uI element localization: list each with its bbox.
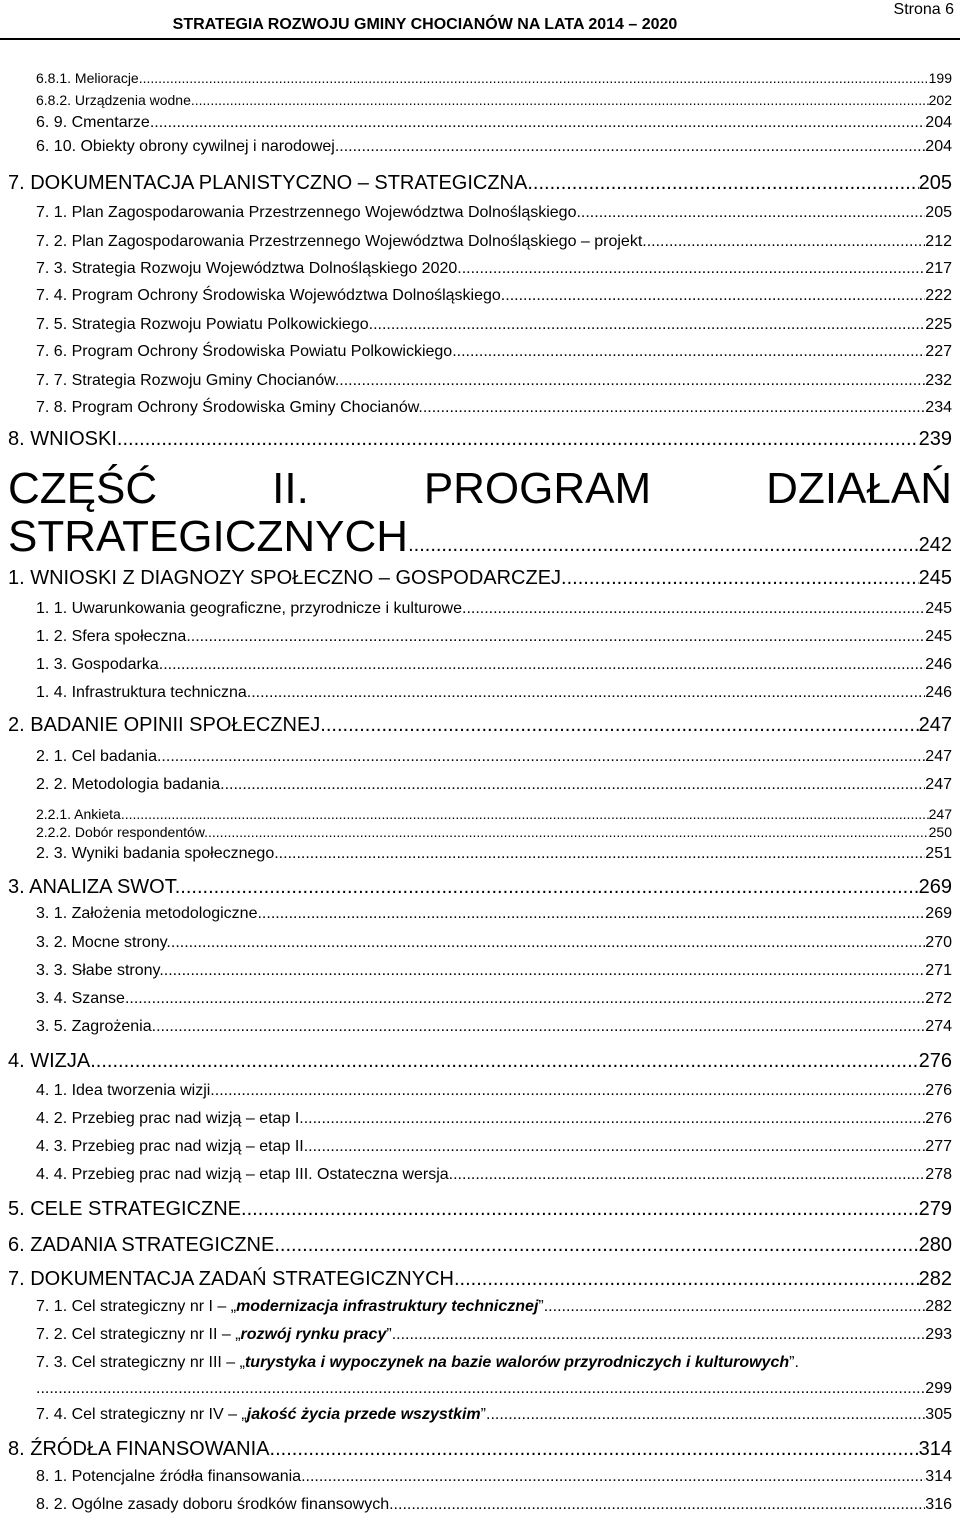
toc-dot-leader [225,776,926,794]
toc-entry[interactable] [8,512,952,562]
toc-entry[interactable] [36,1110,952,1128]
toc-entry[interactable] [36,1326,952,1344]
toc-entry[interactable] [36,1082,952,1100]
toc-entry[interactable] [36,824,952,840]
toc-page-number: 245 [925,600,952,617]
toc-dot-leader [171,934,925,952]
toc-entry-label [36,70,143,86]
toc-page-number: 232 [925,372,952,389]
part-heading-text: STRATEGICZNYCH [8,512,409,561]
toc-entry[interactable] [36,70,952,86]
toc-page-number: 225 [925,316,952,333]
part-heading-word: DZIAŁAŃ [766,464,952,513]
toc-entry-text: 1. 3. Gospodarka. [36,656,164,673]
toc-entry-label [36,1468,306,1486]
toc-entry-label [36,1496,394,1514]
toc-entry[interactable] [8,1234,952,1257]
toc-entry[interactable] [36,343,952,361]
toc-entry-text: 1. 1. Uwarunkowania geograficzne, przyrodnicze i kulturowe. [36,600,467,617]
toc-entry-label [8,1234,280,1257]
toc-entry-label [8,428,122,451]
toc-dot-leader [567,567,919,590]
toc-dot-leader [308,1138,925,1156]
toc-entry-text: 8. WNIOSKI. [8,428,123,450]
toc-entry[interactable] [8,428,952,451]
toc-dot-leader [122,428,918,451]
toc-entry-label [36,1354,799,1372]
toc-page-number: 212 [925,233,952,250]
toc-entry[interactable] [36,1354,952,1372]
toc-entry-tail: ”. [386,1326,397,1343]
toc-page-number: 276 [918,1050,952,1072]
toc-entry-label [36,1018,156,1036]
toc-entry-text: 3. 3. Słabe strony. [36,962,164,979]
toc-page-number: 217 [925,260,952,277]
toc-dot-leader [154,114,925,132]
toc-entry-text: 7. 4. Cel strategiczny nr IV – „ [36,1406,247,1423]
toc-entry-text: 7. 5. Strategia Rozwoju Powiatu Polkowickiego. [36,316,374,333]
toc-entry-text: 3. 1. Założenia metodologiczne. [36,905,262,922]
toc-page-number: 247 [925,748,952,765]
toc-entry-text: 3. ANALIZA SWOT. [8,876,181,898]
toc-entry-text: 7. 2. Cel strategiczny nr II – „ [36,1326,241,1343]
toc-dot-leader [339,138,925,156]
toc-entry-text: 4. WIZJA. [8,1050,96,1072]
toc-entry[interactable] [36,1018,952,1036]
toc-entry-text: 3. 4. Szanse. [36,990,130,1007]
toc-entry-text: 8. 1. Potencjalne źródła finansowania. [36,1468,306,1485]
toc-page-number: 271 [925,962,952,979]
toc-entry-text: 7. 1. Cel strategiczny nr I – „ [36,1298,237,1315]
toc-entry[interactable] [36,233,952,251]
toc-dot-leader [423,399,925,417]
toc-entry[interactable] [36,600,952,618]
page-number: Strona 6 [893,1,954,18]
toc-entry-label [36,990,129,1008]
toc-entry-text: 2. 1. Cel badania. [36,748,162,765]
toc-dot-leader [581,204,925,222]
toc-entry-tail: ”. [789,1354,799,1371]
toc-entry[interactable] [36,399,952,417]
toc-entry-text: 7. 3. Cel strategiczny nr III – „ [36,1354,245,1371]
toc-page-number: 245 [918,567,952,589]
toc-entry-tail: ”. [480,1406,491,1423]
toc-entry-text: 7. 1. Plan Zagospodarowania Przestrzennego Województwa Dolnośląskiego. [36,204,581,221]
toc-entry-label [36,1298,548,1316]
toc-entry-text: 4. 4. Przebieg prac nad wizją – etap III. Ostateczna wersja. [36,1166,454,1183]
toc-entry-label [36,260,462,278]
toc-page-number: 247 [918,714,952,736]
part-heading-word: CZĘŚĆ [8,464,158,513]
part-heading-word: II. [272,464,309,513]
toc-entry-label [36,114,154,132]
toc-entry-text: 7. DOKUMENTACJA PLANISTYCZNO – STRATEGICZNA. [8,172,533,194]
toc-dot-leader [96,1050,919,1073]
toc-page-number: 204 [925,114,952,131]
toc-entry-text: 2. BADANIE OPINII SPOŁECZNEJ. [8,714,326,736]
toc-entry[interactable] [8,876,952,899]
toc-page-number: 269 [918,876,952,898]
toc-dot-leader [462,260,926,278]
toc-entry-text: 7. 6. Program Ochrony Środowiska Powiatu Polkowickiego. [36,343,457,360]
toc-entry[interactable] [36,656,952,674]
toc-entry-italic: modernizacja infrastruktury technicznej [236,1298,539,1315]
toc-dot-leader [647,233,926,251]
toc-entry-text: 7. 8. Program Ochrony Środowiska Gminy Chocianów. [36,399,423,416]
toc-entry-italic: turystyka i wypoczynek na bazie walorów przyrodniczych i kulturowych [244,1354,790,1371]
document-header [0,16,960,34]
toc-entry-label [36,1406,490,1424]
toc-dot-leader [453,1166,925,1184]
toc-entry-label [8,1050,96,1073]
toc-page-number: 246 [925,656,952,673]
toc-entry[interactable] [36,905,952,923]
toc-dot-leader [164,962,926,980]
toc-entry[interactable] [36,934,952,952]
toc-entry[interactable] [36,1298,952,1316]
toc-page-number: 239 [918,428,952,450]
toc-entry[interactable] [8,1438,952,1461]
toc-page-number: 227 [925,343,952,360]
toc-page-number: 234 [925,399,952,416]
header-divider [0,38,960,40]
toc-page-number: 282 [918,1268,952,1290]
toc-entry-italic: jakość życia przede wszystkim [246,1406,481,1423]
toc-entry[interactable] [36,990,952,1008]
toc-entry-label [36,962,164,980]
toc-entry[interactable] [36,260,952,278]
toc-dot-leader [466,600,925,618]
toc-page-number: 205 [918,172,952,194]
toc-entry[interactable] [8,172,952,195]
toc-dot-leader [373,316,925,334]
toc-entry-label [8,172,533,195]
toc-dot-leader [396,1326,925,1344]
toc-entry-label [36,905,262,923]
toc-entry[interactable] [8,714,952,737]
toc-entry-text: 7. 3. Strategia Rozwoju Województwa Dolnośląskiego 2020. [36,260,462,277]
toc-page-number: 250 [928,824,952,840]
toc-entry-text: 8. 2. Ogólne zasady doboru środków finansowych. [36,1496,394,1513]
toc-page-number: 247 [925,776,952,793]
toc-dot-leader [208,824,929,840]
toc-dot-leader [161,748,925,766]
toc-page-number: 251 [925,845,952,862]
toc-page-number: 276 [925,1082,952,1099]
toc-entry[interactable] [36,628,952,646]
toc-page-number: 305 [925,1406,952,1423]
toc-dot-leader [247,1198,919,1221]
toc-entry-text: 2.2.1. Ankieta. [36,806,125,822]
toc-entry-label [36,656,163,674]
toc-entry-label [8,876,180,899]
toc-entry-label [8,1438,275,1461]
toc-dot-leader [129,990,925,1008]
toc-entry[interactable] [36,287,952,305]
toc-entry-text: 7. 2. Plan Zagospodarowania Przestrzennego Województwa Dolnośląskiego – projekt. [36,233,647,250]
toc-dot-leader [251,684,925,702]
toc-page-number: 277 [925,1138,952,1155]
toc-entry-label [36,233,647,251]
toc-entry[interactable] [36,316,952,334]
toc-entry-text: 7. 4. Program Ochrony Środowiska Województwa Dolnośląskiego. [36,287,506,304]
header-title: STRATEGIA ROZWOJU GMINY CHOCIANÓW NA LATA 2014 – 2020 [172,16,678,33]
toc-entry[interactable] [36,748,952,766]
toc-entry-label [36,845,279,863]
toc-entry-text: 6. 9. Cmentarze. [36,114,155,131]
toc-entry[interactable] [36,372,952,390]
toc-page-number: 204 [925,138,952,155]
toc-dot-leader [180,876,918,899]
toc-dot-leader [304,1110,926,1128]
toc-page-number: 242 [918,534,952,556]
toc-entry-label [36,1138,308,1156]
toc-entry[interactable] [36,776,952,794]
toc-entry-text: 6.8.2. Urządzenia wodne. [36,92,195,108]
toc-entry[interactable] [8,1050,952,1073]
toc-entry-label [36,287,505,305]
toc-dot-leader [36,1380,925,1398]
toc-page-number: 205 [925,204,952,221]
toc-entry-text: 1. 2. Sfera społeczna. [36,628,191,645]
toc-entry-text: 6. ZADANIA STRATEGICZNE. [8,1234,280,1256]
toc-entry-tail: ”. [538,1298,549,1315]
toc-dot-leader [143,70,929,86]
toc-entry-label [36,316,373,334]
toc-entry-label [36,1082,215,1100]
toc-entry-continuation[interactable] [36,1380,952,1398]
toc-entry-label [36,92,195,108]
toc-entry[interactable] [36,138,952,156]
toc-page-number: 245 [925,628,952,645]
toc-page-number: 316 [925,1496,952,1513]
toc-entry-label [36,138,339,156]
toc-page-number: 276 [925,1110,952,1127]
toc-entry-text: 1. 4. Infrastruktura techniczna. [36,684,252,701]
toc-dot-leader [275,1438,919,1461]
toc-entry-label [36,628,191,646]
toc-dot-leader [490,1406,925,1424]
toc-entry-label [36,748,161,766]
toc-entry-text: 2.2.2. Dobór respondentów. [36,824,209,840]
toc-entry-text: 4. 1. Idea tworzenia wizji. [36,1082,215,1099]
toc-entry-text: 6. 10. Obiekty obrony cywilnej i narodowej. [36,138,340,155]
toc-page-number: 293 [925,1326,952,1343]
toc-entry-text: 1. WNIOSKI Z DIAGNOZY SPOŁECZNO – GOSPODARCZEJ. [8,567,567,589]
toc-entry-label [36,399,423,417]
toc-dot-leader [460,1268,919,1291]
toc-entry-label [36,806,125,822]
toc-entry[interactable] [8,1198,952,1221]
toc-entry-label [36,1166,453,1184]
toc-entry[interactable] [36,204,952,222]
toc-dot-leader [505,287,925,305]
toc-entry[interactable] [36,1468,952,1486]
toc-entry-label [36,776,225,794]
toc-page-number: 278 [925,1166,952,1183]
toc-entry-text: 3. 2. Mocne strony. [36,934,171,951]
toc-dot-leader [339,372,925,390]
toc-entry[interactable] [36,806,952,822]
toc-dot-leader [533,172,919,195]
toc-entry-text: 4. 3. Przebieg prac nad wizją – etap II. [36,1138,309,1155]
toc-dot-leader [195,92,929,108]
toc-entry-label [36,600,466,618]
toc-entry[interactable] [36,1166,952,1184]
toc-dot-leader [215,1082,926,1100]
toc-dot-leader [262,905,925,923]
toc-dot-leader [279,845,926,863]
toc-entry-label [36,684,251,702]
toc-page-number: 282 [925,1298,952,1315]
toc-entry[interactable] [8,567,952,590]
toc-entry-text: 8. ŹRÓDŁA FINANSOWANIA. [8,1438,276,1460]
toc-dot-leader [156,1018,925,1036]
toc-page-number: 274 [925,1018,952,1035]
toc-page-number: 269 [925,905,952,922]
toc-entry-text: 5. CELE STRATEGICZNE. [8,1198,247,1220]
toc-dot-leader [280,1234,919,1257]
toc-entry-label [8,567,567,590]
toc-page-number: 246 [925,684,952,701]
part-heading-word: PROGRAM [423,464,652,513]
toc-dot-leader [191,628,926,646]
toc-entry-label [36,372,339,390]
toc-entry-label [36,934,171,952]
toc-entry[interactable] [36,1138,952,1156]
toc-entry-text: 2. 3. Wyniki badania społecznego. [36,845,279,862]
toc-page-number: 280 [918,1234,952,1256]
toc-page-number: 279 [918,1198,952,1220]
toc-entry-text: 4. 2. Przebieg prac nad wizją – etap I. [36,1110,304,1127]
toc-page-number: 272 [925,990,952,1007]
toc-dot-leader [326,714,919,737]
toc-entry[interactable] [8,1268,952,1291]
toc-entry-label [8,1198,247,1221]
toc-page-number: 247 [928,806,952,822]
toc-page-number: 202 [928,92,952,108]
toc-entry[interactable] [36,684,952,702]
toc-dot-leader [306,1468,926,1486]
toc-dot-leader [394,1496,926,1514]
toc-entry-text: 7. 7. Strategia Rozwoju Gminy Chocianów. [36,372,340,389]
toc-dot-leader [163,656,925,674]
toc-entry-italic: rozwój rynku pracy [240,1326,387,1343]
toc-entry[interactable] [36,962,952,980]
toc-page-number: 270 [925,934,952,951]
toc-dot-leader [457,343,926,361]
toc-entry-text: 2. 2. Metodologia badania. [36,776,225,793]
toc-page-number: 314 [925,1468,952,1485]
toc-dot-leader [125,806,929,822]
toc-entry-text: 3. 5. Zagrożenia. [36,1018,157,1035]
toc-page-number: 199 [928,70,952,86]
toc-entry[interactable] [36,92,952,108]
toc-entry[interactable] [36,1496,952,1514]
toc-entry-label [8,714,326,737]
toc-entry[interactable] [36,1406,952,1424]
toc-entry-label [36,204,581,222]
toc-page-number: 222 [925,287,952,304]
toc-entry-label [8,1268,460,1291]
toc-entry-label [36,1326,396,1344]
toc-entry-label [36,1110,304,1128]
toc-entry[interactable] [36,845,952,863]
toc-dot-leader [408,534,919,557]
toc-entry-text: 7. DOKUMENTACJA ZADAŃ STRATEGICZNYCH. [8,1268,460,1290]
toc-dot-leader [548,1298,925,1316]
toc-page-number: 299 [925,1380,952,1397]
toc-entry-label [36,343,457,361]
toc-page-number: 314 [918,1438,952,1460]
toc-entry-text: 6.8.1. Melioracje. [36,70,143,86]
toc-entry-label [36,824,208,840]
toc-entry[interactable] [36,114,952,132]
